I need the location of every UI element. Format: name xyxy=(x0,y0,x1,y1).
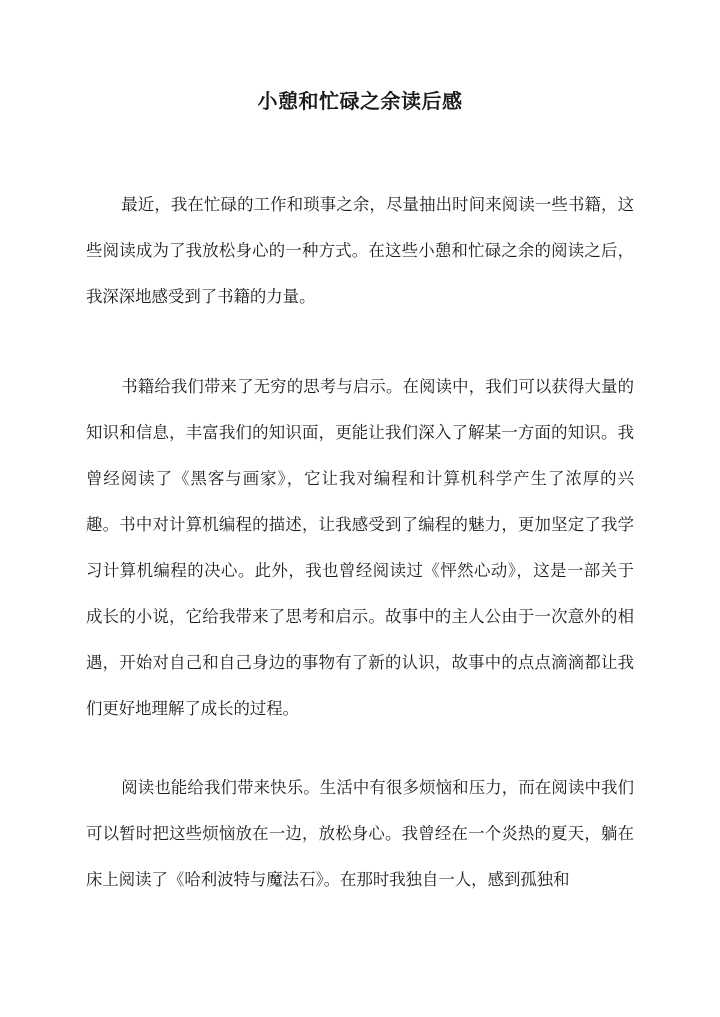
paragraph-3: 阅读也能给我们带来快乐。生活中有很多烦恼和压力，而在阅读中我们可以暂时把这些烦恼放在一边，放松身心。我曾经在一个炎热的夏天，躺在床上阅读了《哈利波特与魔法石》。在那时我独自一人，感到孤独和 xyxy=(86,778,634,889)
paragraph-1: 最近，我在忙碌的工作和琐事之余，尽量抽出时间来阅读一些书籍，这些阅读成为了我放松身心的一种方式。在这些小憩和忙碌之余的阅读之后，我深深地感受到了书籍的力量。 xyxy=(86,195,634,306)
paragraph-2: 书籍给我们带来了无穷的思考与启示。在阅读中，我们可以获得大量的知识和信息，丰富我们的知识面，更能让我们深入了解某一方面的知识。我曾经阅读了《黑客与画家》，它让我对编程和计算机科学产生了浓厚的兴趣。书中对计算机编程的描述，让我感受到了编程的魅力，更加坚定了我学习计算机编程的决心。此外，我也曾经阅读过《怦然心动》，这是一部关于成长的小说，它给我带来了思考和启示。故事中的主人公由于一次意外的相遇，开始对自己和自己身边的事物有了新的认识，故事中的点点滴滴都让我们更好地理解了成长的过程。 xyxy=(86,377,634,718)
document-title: 小憩和忙碌之余读后感 xyxy=(257,89,463,113)
